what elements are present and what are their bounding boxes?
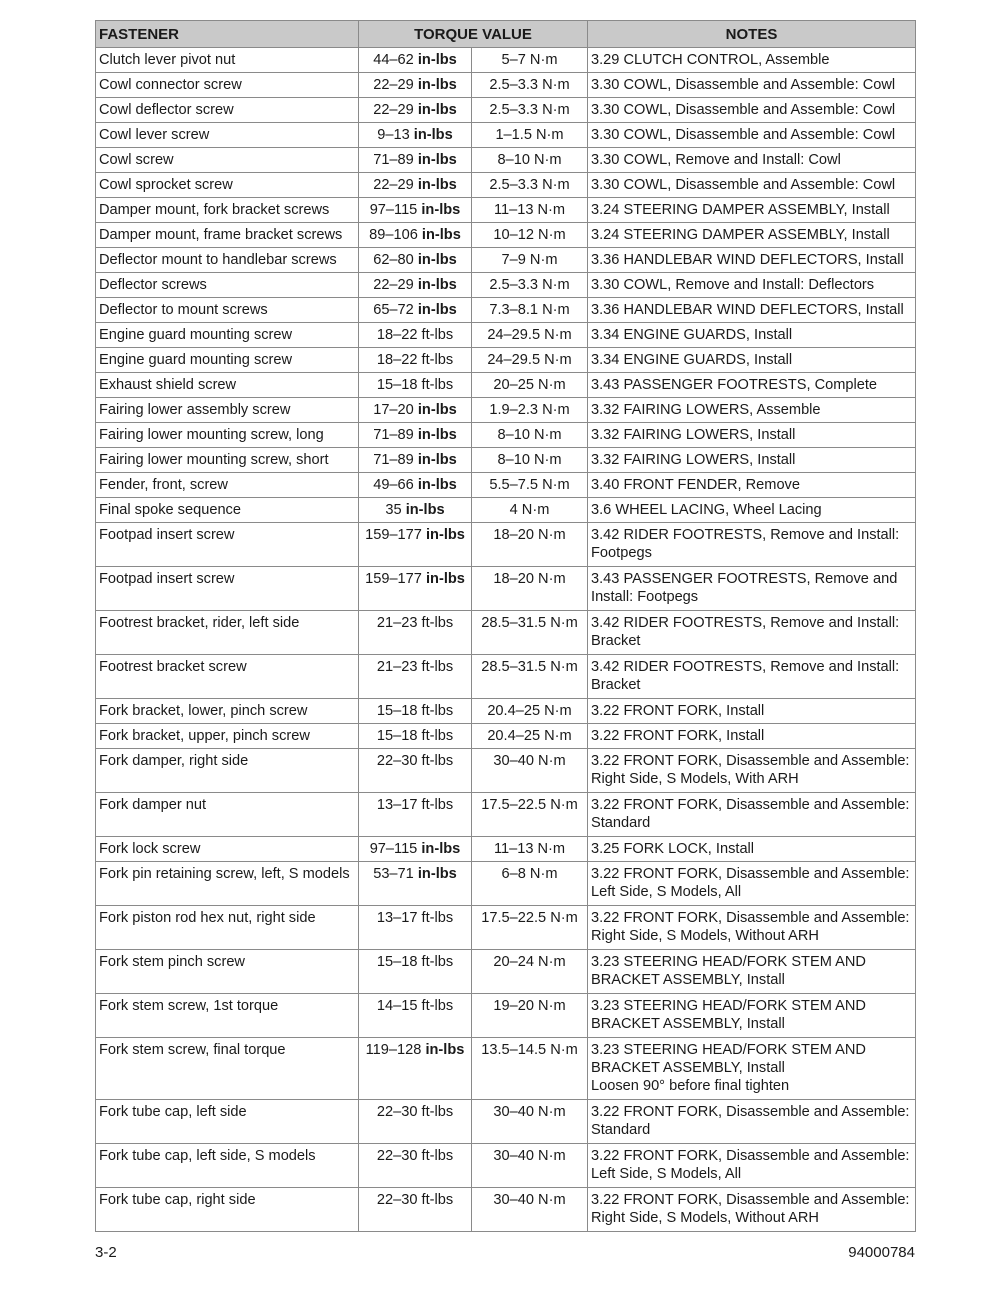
torque-metric-cell: 20.4–25 N·m xyxy=(472,699,588,724)
torque-unit: in-lbs xyxy=(417,402,457,418)
notes-text: 3.22 FRONT FORK, Disassemble and Assemble: Standard xyxy=(591,1104,910,1138)
torque-metric-cell: 5–7 N·m xyxy=(472,48,588,73)
torque-unit: ft-lbs xyxy=(421,615,454,631)
torque-imperial-cell xyxy=(359,348,472,373)
torque-unit: in-lbs xyxy=(417,277,457,293)
notes-cell xyxy=(588,423,916,448)
torque-imperial-cell xyxy=(359,73,472,98)
fastener-cell: Cowl deflector screw xyxy=(96,98,359,123)
torque-imperial-value: 15–18 xyxy=(376,377,418,393)
torque-unit: in-lbs xyxy=(417,102,457,118)
torque-table-container xyxy=(95,20,915,1232)
fastener-cell: Fork stem screw, 1st torque xyxy=(96,994,359,1038)
fastener-cell: Fork damper nut xyxy=(96,793,359,837)
torque-metric-cell: 2.5–3.3 N·m xyxy=(472,98,588,123)
torque-imperial-cell xyxy=(359,611,472,655)
notes-cell xyxy=(588,473,916,498)
torque-metric-cell: 2.5–3.3 N·m xyxy=(472,273,588,298)
fastener-cell: Clutch lever pivot nut xyxy=(96,48,359,73)
table-row xyxy=(96,323,916,348)
torque-imperial-value: 22–30 xyxy=(376,1104,418,1120)
torque-unit: in-lbs xyxy=(417,77,457,93)
fastener-cell: Cowl sprocket screw xyxy=(96,173,359,198)
notes-text: 3.32 FAIRING LOWERS, Assemble xyxy=(591,402,821,418)
torque-metric-cell: 28.5–31.5 N·m xyxy=(472,611,588,655)
notes-cell xyxy=(588,448,916,473)
torque-unit: in-lbs xyxy=(417,452,457,468)
fastener-cell: Engine guard mounting screw xyxy=(96,348,359,373)
torque-imperial-value: 15–18 xyxy=(376,954,418,970)
notes-cell xyxy=(588,373,916,398)
torque-imperial-cell xyxy=(359,523,472,567)
fastener-cell: Fork stem pinch screw xyxy=(96,950,359,994)
table-row xyxy=(96,1188,916,1232)
torque-metric-cell: 11–13 N·m xyxy=(472,837,588,862)
table-row xyxy=(96,173,916,198)
torque-unit: in-lbs xyxy=(421,202,461,218)
notes-text: 3.23 STEERING HEAD/FORK STEM AND BRACKET ASSEMBLY, Install xyxy=(591,998,866,1032)
torque-imperial-value: 22–30 xyxy=(376,1192,418,1208)
table-row xyxy=(96,98,916,123)
torque-unit: ft-lbs xyxy=(421,1192,454,1208)
fastener-cell: Footrest bracket screw xyxy=(96,655,359,699)
torque-imperial-value: 18–22 xyxy=(376,327,418,343)
torque-imperial-cell xyxy=(359,323,472,348)
notes-text: 3.30 COWL, Remove and Install: Cowl xyxy=(591,152,841,168)
notes-cell xyxy=(588,173,916,198)
torque-imperial-value: 97–115 xyxy=(369,841,418,857)
torque-metric-cell: 11–13 N·m xyxy=(472,198,588,223)
fastener-cell: Fairing lower mounting screw, short xyxy=(96,448,359,473)
notes-text: 3.30 COWL, Disassemble and Assemble: Cowl xyxy=(591,102,896,118)
torque-metric-cell: 17.5–22.5 N·m xyxy=(472,906,588,950)
notes-text: 3.30 COWL, Disassemble and Assemble: Cowl xyxy=(591,177,896,193)
notes-text: 3.42 RIDER FOOTRESTS, Remove and Install: Bracket xyxy=(591,615,900,649)
torque-imperial-value: 35 xyxy=(385,502,402,518)
document-number: 94000784 xyxy=(848,1244,915,1261)
torque-imperial-value: 22–29 xyxy=(373,77,414,93)
torque-metric-cell: 13.5–14.5 N·m xyxy=(472,1038,588,1100)
notes-text: 3.25 FORK LOCK, Install xyxy=(591,841,755,857)
fastener-cell: Fairing lower mounting screw, long xyxy=(96,423,359,448)
torque-unit: in-lbs xyxy=(417,52,457,68)
table-row xyxy=(96,1100,916,1144)
torque-unit: ft-lbs xyxy=(421,1148,454,1164)
notes-cell xyxy=(588,398,916,423)
notes-text: 3.34 ENGINE GUARDS, Install xyxy=(591,352,793,368)
notes-text: 3.43 PASSENGER FOOTRESTS, Remove and Install: Footpegs xyxy=(591,571,898,605)
torque-metric-cell: 7–9 N·m xyxy=(472,248,588,273)
table-row xyxy=(96,724,916,749)
torque-imperial-value: 22–29 xyxy=(373,277,414,293)
torque-imperial-cell xyxy=(359,1188,472,1232)
torque-unit: ft-lbs xyxy=(421,797,454,813)
torque-imperial-cell xyxy=(359,398,472,423)
notes-cell xyxy=(588,1144,916,1188)
fastener-cell: Deflector to mount screws xyxy=(96,298,359,323)
fastener-cell: Cowl connector screw xyxy=(96,73,359,98)
table-body xyxy=(96,48,916,1232)
notes-cell xyxy=(588,567,916,611)
fastener-cell: Deflector mount to handlebar screws xyxy=(96,248,359,273)
table-row xyxy=(96,298,916,323)
notes-text: 3.42 RIDER FOOTRESTS, Remove and Install: Footpegs xyxy=(591,527,900,561)
torque-imperial-value: 22–29 xyxy=(373,177,414,193)
table-row xyxy=(96,793,916,837)
header-fastener: FASTENER xyxy=(96,21,359,48)
torque-imperial-value: 89–106 xyxy=(369,227,418,243)
fastener-cell: Cowl screw xyxy=(96,148,359,173)
torque-metric-cell: 6–8 N·m xyxy=(472,862,588,906)
torque-imperial-value: 22–29 xyxy=(373,102,414,118)
table-row xyxy=(96,950,916,994)
torque-metric-cell: 20.4–25 N·m xyxy=(472,724,588,749)
table-row xyxy=(96,223,916,248)
torque-imperial-cell xyxy=(359,567,472,611)
torque-unit: ft-lbs xyxy=(421,753,454,769)
torque-unit: ft-lbs xyxy=(421,728,454,744)
torque-metric-cell: 28.5–31.5 N·m xyxy=(472,655,588,699)
fastener-cell: Exhaust shield screw xyxy=(96,373,359,398)
torque-imperial-cell xyxy=(359,198,472,223)
notes-cell xyxy=(588,498,916,523)
torque-unit: ft-lbs xyxy=(421,910,454,926)
fastener-cell: Fork tube cap, left side xyxy=(96,1100,359,1144)
torque-imperial-value: 9–13 xyxy=(377,127,410,143)
torque-imperial-cell xyxy=(359,699,472,724)
table-row xyxy=(96,611,916,655)
torque-metric-cell: 18–20 N·m xyxy=(472,567,588,611)
torque-metric-cell: 2.5–3.3 N·m xyxy=(472,173,588,198)
torque-table xyxy=(95,20,916,1232)
notes-cell xyxy=(588,123,916,148)
torque-unit: ft-lbs xyxy=(421,659,454,675)
fastener-cell: Fork piston rod hex nut, right side xyxy=(96,906,359,950)
torque-imperial-value: 13–17 xyxy=(376,797,418,813)
torque-unit: ft-lbs xyxy=(421,352,454,368)
notes-cell xyxy=(588,148,916,173)
notes-cell xyxy=(588,837,916,862)
notes-text: 3.30 COWL, Disassemble and Assemble: Cowl xyxy=(591,127,896,143)
torque-imperial-value: 71–89 xyxy=(373,152,414,168)
table-row xyxy=(96,655,916,699)
notes-text: 3.22 FRONT FORK, Disassemble and Assemble: Left Side, S Models, All xyxy=(591,1148,910,1182)
notes-text: 3.43 PASSENGER FOOTRESTS, Complete xyxy=(591,377,878,393)
torque-imperial-value: 71–89 xyxy=(373,427,414,443)
table-row xyxy=(96,699,916,724)
notes-cell xyxy=(588,323,916,348)
notes-cell xyxy=(588,48,916,73)
notes-text: 3.30 COWL, Disassemble and Assemble: Cowl xyxy=(591,77,896,93)
table-row xyxy=(96,906,916,950)
torque-metric-cell: 30–40 N·m xyxy=(472,749,588,793)
torque-imperial-cell xyxy=(359,423,472,448)
torque-imperial-value: 14–15 xyxy=(376,998,418,1014)
fastener-cell: Damper mount, fork bracket screws xyxy=(96,198,359,223)
table-row xyxy=(96,148,916,173)
torque-imperial-cell xyxy=(359,1038,472,1100)
torque-unit: in-lbs xyxy=(425,1042,465,1058)
torque-unit: in-lbs xyxy=(413,127,453,143)
notes-cell xyxy=(588,699,916,724)
notes-cell xyxy=(588,906,916,950)
torque-imperial-value: 21–23 xyxy=(376,615,418,631)
notes-cell xyxy=(588,1100,916,1144)
header-notes: NOTES xyxy=(588,21,916,48)
torque-unit: in-lbs xyxy=(405,502,445,518)
notes-text: 3.24 STEERING DAMPER ASSEMBLY, Install xyxy=(591,202,890,218)
table-row xyxy=(96,523,916,567)
fastener-cell: Fork tube cap, right side xyxy=(96,1188,359,1232)
notes-cell xyxy=(588,793,916,837)
table-row xyxy=(96,473,916,498)
table-row xyxy=(96,498,916,523)
table-row xyxy=(96,862,916,906)
notes-cell xyxy=(588,523,916,567)
torque-unit: ft-lbs xyxy=(421,377,454,393)
fastener-cell: Footpad insert screw xyxy=(96,567,359,611)
notes-cell xyxy=(588,724,916,749)
notes-cell xyxy=(588,950,916,994)
notes-text: 3.22 FRONT FORK, Install xyxy=(591,703,765,719)
notes-text: 3.36 HANDLEBAR WIND DEFLECTORS, Install xyxy=(591,252,904,268)
torque-unit: in-lbs xyxy=(421,841,461,857)
notes-cell xyxy=(588,611,916,655)
torque-imperial-value: 22–30 xyxy=(376,753,418,769)
notes-text: 3.29 CLUTCH CONTROL, Assemble xyxy=(591,52,830,68)
torque-metric-cell: 17.5–22.5 N·m xyxy=(472,793,588,837)
torque-imperial-cell xyxy=(359,1100,472,1144)
table-header-row xyxy=(96,21,916,48)
fastener-cell: Fender, front, screw xyxy=(96,473,359,498)
torque-metric-cell: 24–29.5 N·m xyxy=(472,323,588,348)
table-row xyxy=(96,398,916,423)
torque-metric-cell: 18–20 N·m xyxy=(472,523,588,567)
notes-text: 3.22 FRONT FORK, Disassemble and Assemble: Right Side, S Models, With ARH xyxy=(591,753,910,787)
notes-cell xyxy=(588,862,916,906)
torque-imperial-cell xyxy=(359,473,472,498)
torque-imperial-cell xyxy=(359,655,472,699)
notes-text: 3.22 FRONT FORK, Install xyxy=(591,728,765,744)
table-row xyxy=(96,423,916,448)
header-torque-value: TORQUE VALUE xyxy=(359,21,588,48)
torque-unit: in-lbs xyxy=(425,571,465,587)
torque-unit: in-lbs xyxy=(417,477,457,493)
fastener-cell: Footrest bracket, rider, left side xyxy=(96,611,359,655)
notes-text: 3.32 FAIRING LOWERS, Install xyxy=(591,452,796,468)
torque-imperial-value: 62–80 xyxy=(373,252,414,268)
torque-unit: in-lbs xyxy=(417,177,457,193)
notes-text: 3.23 STEERING HEAD/FORK STEM AND BRACKET ASSEMBLY, Install xyxy=(591,1042,866,1076)
fastener-cell: Engine guard mounting screw xyxy=(96,323,359,348)
torque-metric-cell: 8–10 N·m xyxy=(472,148,588,173)
torque-unit: in-lbs xyxy=(417,427,457,443)
table-row xyxy=(96,73,916,98)
table-row xyxy=(96,48,916,73)
fastener-cell: Fork stem screw, final torque xyxy=(96,1038,359,1100)
notes-cell xyxy=(588,98,916,123)
notes-text: 3.30 COWL, Remove and Install: Deflectors xyxy=(591,277,875,293)
torque-metric-cell: 1.9–2.3 N·m xyxy=(472,398,588,423)
torque-unit: in-lbs xyxy=(421,227,461,243)
torque-unit: ft-lbs xyxy=(421,1104,454,1120)
torque-imperial-cell xyxy=(359,724,472,749)
table-row xyxy=(96,123,916,148)
notes-text: 3.40 FRONT FENDER, Remove xyxy=(591,477,800,493)
torque-imperial-value: 97–115 xyxy=(369,202,418,218)
torque-unit: ft-lbs xyxy=(421,954,454,970)
torque-imperial-cell xyxy=(359,148,472,173)
page-number: 3-2 xyxy=(95,1244,117,1261)
torque-imperial-value: 159–177 xyxy=(365,527,422,543)
torque-imperial-cell xyxy=(359,273,472,298)
torque-imperial-value: 21–23 xyxy=(376,659,418,675)
torque-imperial-cell xyxy=(359,862,472,906)
fastener-cell: Fork bracket, lower, pinch screw xyxy=(96,699,359,724)
fastener-cell: Cowl lever screw xyxy=(96,123,359,148)
torque-metric-cell: 10–12 N·m xyxy=(472,223,588,248)
torque-metric-cell: 7.3–8.1 N·m xyxy=(472,298,588,323)
notes-text: 3.24 STEERING DAMPER ASSEMBLY, Install xyxy=(591,227,890,243)
torque-imperial-cell xyxy=(359,837,472,862)
fastener-cell: Footpad insert screw xyxy=(96,523,359,567)
torque-unit: ft-lbs xyxy=(421,327,454,343)
fastener-cell: Fork bracket, upper, pinch screw xyxy=(96,724,359,749)
torque-metric-cell: 30–40 N·m xyxy=(472,1144,588,1188)
table-row xyxy=(96,567,916,611)
notes-cell xyxy=(588,749,916,793)
table-row xyxy=(96,448,916,473)
table-row xyxy=(96,1038,916,1100)
fastener-cell: Fairing lower assembly screw xyxy=(96,398,359,423)
torque-imperial-cell xyxy=(359,950,472,994)
torque-imperial-cell xyxy=(359,98,472,123)
notes-text: 3.42 RIDER FOOTRESTS, Remove and Install: Bracket xyxy=(591,659,900,693)
torque-metric-cell: 1–1.5 N·m xyxy=(472,123,588,148)
torque-imperial-cell xyxy=(359,298,472,323)
notes-text: 3.22 FRONT FORK, Disassemble and Assemble: Right Side, S Models, Without ARH xyxy=(591,1192,910,1226)
notes-text: 3.6 WHEEL LACING, Wheel Lacing xyxy=(591,502,822,518)
notes-cell xyxy=(588,223,916,248)
torque-imperial-cell xyxy=(359,994,472,1038)
torque-imperial-value: 159–177 xyxy=(365,571,422,587)
table-row xyxy=(96,198,916,223)
table-row xyxy=(96,1144,916,1188)
fastener-cell: Deflector screws xyxy=(96,273,359,298)
notes-text: 3.36 HANDLEBAR WIND DEFLECTORS, Install xyxy=(591,302,904,318)
torque-imperial-value: 71–89 xyxy=(373,452,414,468)
torque-unit: ft-lbs xyxy=(421,998,454,1014)
torque-metric-cell: 5.5–7.5 N·m xyxy=(472,473,588,498)
torque-metric-cell: 20–25 N·m xyxy=(472,373,588,398)
torque-metric-cell: 19–20 N·m xyxy=(472,994,588,1038)
torque-imperial-value: 53–71 xyxy=(373,866,414,882)
table-row xyxy=(96,994,916,1038)
table-row xyxy=(96,273,916,298)
torque-metric-cell: 30–40 N·m xyxy=(472,1188,588,1232)
torque-metric-cell: 30–40 N·m xyxy=(472,1100,588,1144)
torque-imperial-cell xyxy=(359,1144,472,1188)
torque-imperial-cell xyxy=(359,223,472,248)
torque-imperial-cell xyxy=(359,173,472,198)
torque-unit: in-lbs xyxy=(417,152,457,168)
torque-metric-cell: 4 N·m xyxy=(472,498,588,523)
table-row xyxy=(96,348,916,373)
torque-metric-cell: 24–29.5 N·m xyxy=(472,348,588,373)
torque-imperial-cell xyxy=(359,498,472,523)
notes-text: 3.23 STEERING HEAD/FORK STEM AND BRACKET ASSEMBLY, Install xyxy=(591,954,866,988)
torque-imperial-cell xyxy=(359,793,472,837)
notes-cell xyxy=(588,198,916,223)
notes-cell xyxy=(588,248,916,273)
notes-cell xyxy=(588,655,916,699)
table-row xyxy=(96,837,916,862)
fastener-cell: Damper mount, frame bracket screws xyxy=(96,223,359,248)
notes-cell xyxy=(588,1188,916,1232)
torque-unit: in-lbs xyxy=(417,252,457,268)
notes-text: 3.32 FAIRING LOWERS, Install xyxy=(591,427,796,443)
notes-cell xyxy=(588,1038,916,1100)
table-row xyxy=(96,749,916,793)
torque-imperial-cell xyxy=(359,248,472,273)
fastener-cell: Fork tube cap, left side, S models xyxy=(96,1144,359,1188)
torque-unit: in-lbs xyxy=(425,527,465,543)
notes-text: 3.22 FRONT FORK, Disassemble and Assemble: Left Side, S Models, All xyxy=(591,866,910,900)
torque-imperial-cell xyxy=(359,448,472,473)
notes-cell xyxy=(588,994,916,1038)
notes-cell xyxy=(588,298,916,323)
notes-text: 3.22 FRONT FORK, Disassemble and Assemble: Right Side, S Models, Without ARH xyxy=(591,910,910,944)
torque-imperial-cell xyxy=(359,373,472,398)
torque-unit: in-lbs xyxy=(417,302,457,318)
torque-imperial-value: 22–30 xyxy=(376,1148,418,1164)
torque-imperial-value: 15–18 xyxy=(376,728,418,744)
notes-cell xyxy=(588,73,916,98)
fastener-cell: Fork damper, right side xyxy=(96,749,359,793)
torque-imperial-value: 119–128 xyxy=(365,1042,422,1058)
notes-text: 3.34 ENGINE GUARDS, Install xyxy=(591,327,793,343)
notes-cell xyxy=(588,348,916,373)
torque-imperial-cell xyxy=(359,123,472,148)
torque-metric-cell: 20–24 N·m xyxy=(472,950,588,994)
torque-imperial-value: 15–18 xyxy=(376,703,418,719)
table-row xyxy=(96,248,916,273)
torque-imperial-cell xyxy=(359,48,472,73)
torque-metric-cell: 8–10 N·m xyxy=(472,423,588,448)
notes-extra-text: Loosen 90° before final tighten xyxy=(591,1078,790,1094)
torque-imperial-value: 18–22 xyxy=(376,352,418,368)
torque-metric-cell: 2.5–3.3 N·m xyxy=(472,73,588,98)
torque-imperial-value: 13–17 xyxy=(376,910,418,926)
torque-imperial-value: 44–62 xyxy=(373,52,414,68)
torque-imperial-cell xyxy=(359,906,472,950)
fastener-cell: Fork lock screw xyxy=(96,837,359,862)
table-row xyxy=(96,373,916,398)
torque-imperial-value: 17–20 xyxy=(373,402,414,418)
notes-text: 3.22 FRONT FORK, Disassemble and Assemble: Standard xyxy=(591,797,910,831)
torque-imperial-value: 65–72 xyxy=(373,302,414,318)
torque-imperial-cell xyxy=(359,749,472,793)
torque-imperial-value: 49–66 xyxy=(373,477,414,493)
fastener-cell: Fork pin retaining screw, left, S models xyxy=(96,862,359,906)
notes-cell xyxy=(588,273,916,298)
torque-unit: ft-lbs xyxy=(421,703,454,719)
fastener-cell: Final spoke sequence xyxy=(96,498,359,523)
torque-unit: in-lbs xyxy=(417,866,457,882)
torque-metric-cell: 8–10 N·m xyxy=(472,448,588,473)
